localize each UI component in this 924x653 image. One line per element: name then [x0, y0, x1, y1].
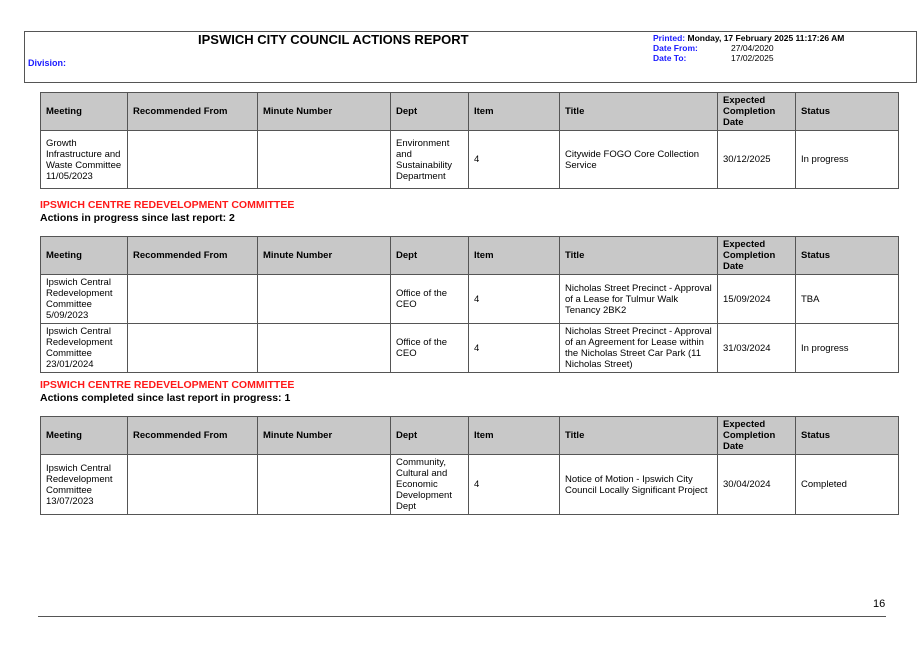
cell-date: 31/03/2024	[718, 324, 796, 373]
date-to-line	[653, 53, 774, 63]
report-title: IPSWICH CITY COUNCIL ACTIONS REPORT	[198, 32, 469, 47]
actions-table-3	[40, 416, 899, 515]
cell-recommended-from	[128, 131, 258, 189]
cell-title: Notice of Motion - Ipswich City Council Locally Significant Project	[560, 455, 718, 515]
cell-item: 4	[469, 275, 560, 324]
table-header-row	[41, 237, 899, 275]
cell-meeting: Ipswich Central Redevelopment Committee 5/09/2023	[41, 275, 128, 324]
col-recommended-from: Recommended From	[128, 237, 258, 275]
col-status: Status	[796, 417, 899, 455]
col-expected-completion-date: Expected Completion Date	[718, 417, 796, 455]
cell-item: 4	[469, 131, 560, 189]
cell-dept: Environment and Sustainability Department	[391, 131, 469, 189]
table-row	[41, 275, 899, 324]
table-row	[41, 455, 899, 515]
col-minute-number: Minute Number	[258, 237, 391, 275]
table-header-row	[41, 417, 899, 455]
date-from-line	[653, 43, 774, 53]
col-recommended-from: Recommended From	[128, 417, 258, 455]
col-item: Item	[469, 237, 560, 275]
col-dept: Dept	[391, 417, 469, 455]
cell-meeting: Ipswich Central Redevelopment Committee 13/07/2023	[41, 455, 128, 515]
section-3-title: IPSWICH CENTRE REDEVELOPMENT COMMITTEE	[40, 379, 295, 391]
col-title: Title	[560, 237, 718, 275]
cell-item: 4	[469, 455, 560, 515]
date-to-value: 17/02/2025	[731, 53, 774, 63]
cell-recommended-from	[128, 455, 258, 515]
col-expected-completion-date: Expected Completion Date	[718, 237, 796, 275]
cell-recommended-from	[128, 324, 258, 373]
cell-recommended-from	[128, 275, 258, 324]
cell-meeting: Growth Infrastructure and Waste Committee 11/05/2023	[41, 131, 128, 189]
cell-minute-number	[258, 275, 391, 324]
cell-minute-number	[258, 324, 391, 373]
actions-table-1	[40, 92, 899, 189]
cell-date: 30/12/2025	[718, 131, 796, 189]
cell-minute-number	[258, 131, 391, 189]
section-3-subtitle: Actions completed since last report in progress: 1	[40, 392, 291, 404]
cell-dept: Office of the CEO	[391, 275, 469, 324]
col-recommended-from: Recommended From	[128, 93, 258, 131]
col-dept: Dept	[391, 93, 469, 131]
col-meeting: Meeting	[41, 237, 128, 275]
cell-meeting: Ipswich Central Redevelopment Committee 23/01/2024	[41, 324, 128, 373]
date-from-value: 27/04/2020	[731, 43, 774, 53]
page-number: 16	[873, 598, 886, 610]
col-minute-number: Minute Number	[258, 93, 391, 131]
cell-item: 4	[469, 324, 560, 373]
cell-title: Nicholas Street Precinct - Approval of a Lease for Tulmur Walk Tenancy 2BK2	[560, 275, 718, 324]
table-row	[41, 324, 899, 373]
printed-value: Monday, 17 February 2025 11:17:26 AM	[687, 33, 845, 43]
cell-dept: Community, Cultural and Economic Development Dept	[391, 455, 469, 515]
table-row	[41, 131, 899, 189]
actions-table-2	[40, 236, 899, 373]
cell-status: Completed	[796, 455, 899, 515]
col-status: Status	[796, 237, 899, 275]
cell-status: In progress	[796, 324, 899, 373]
col-dept: Dept	[391, 237, 469, 275]
section-2-subtitle: Actions in progress since last report: 2	[40, 212, 235, 224]
col-status: Status	[796, 93, 899, 131]
cell-dept: Office of the CEO	[391, 324, 469, 373]
table-header-row	[41, 93, 899, 131]
col-title: Title	[560, 93, 718, 131]
date-to-label: Date To:	[653, 53, 687, 63]
footer-divider	[38, 616, 886, 617]
col-expected-completion-date: Expected Completion Date	[718, 93, 796, 131]
date-from-label: Date From:	[653, 43, 698, 53]
division-label: Division:	[28, 58, 67, 68]
col-minute-number: Minute Number	[258, 417, 391, 455]
printed-label: Printed:	[653, 33, 686, 43]
cell-status: In progress	[796, 131, 899, 189]
section-2-title: IPSWICH CENTRE REDEVELOPMENT COMMITTEE	[40, 199, 295, 211]
col-title: Title	[560, 417, 718, 455]
col-item: Item	[469, 417, 560, 455]
col-meeting: Meeting	[41, 93, 128, 131]
printed-line	[653, 33, 844, 43]
cell-minute-number	[258, 455, 391, 515]
cell-date: 30/04/2024	[718, 455, 796, 515]
cell-title: Nicholas Street Precinct - Approval of an Agreement for Lease within the Nicholas Street Car Park (11 Nicholas Street)	[560, 324, 718, 373]
col-item: Item	[469, 93, 560, 131]
cell-date: 15/09/2024	[718, 275, 796, 324]
cell-status: TBA	[796, 275, 899, 324]
cell-title: Citywide FOGO Core Collection Service	[560, 131, 718, 189]
col-meeting: Meeting	[41, 417, 128, 455]
